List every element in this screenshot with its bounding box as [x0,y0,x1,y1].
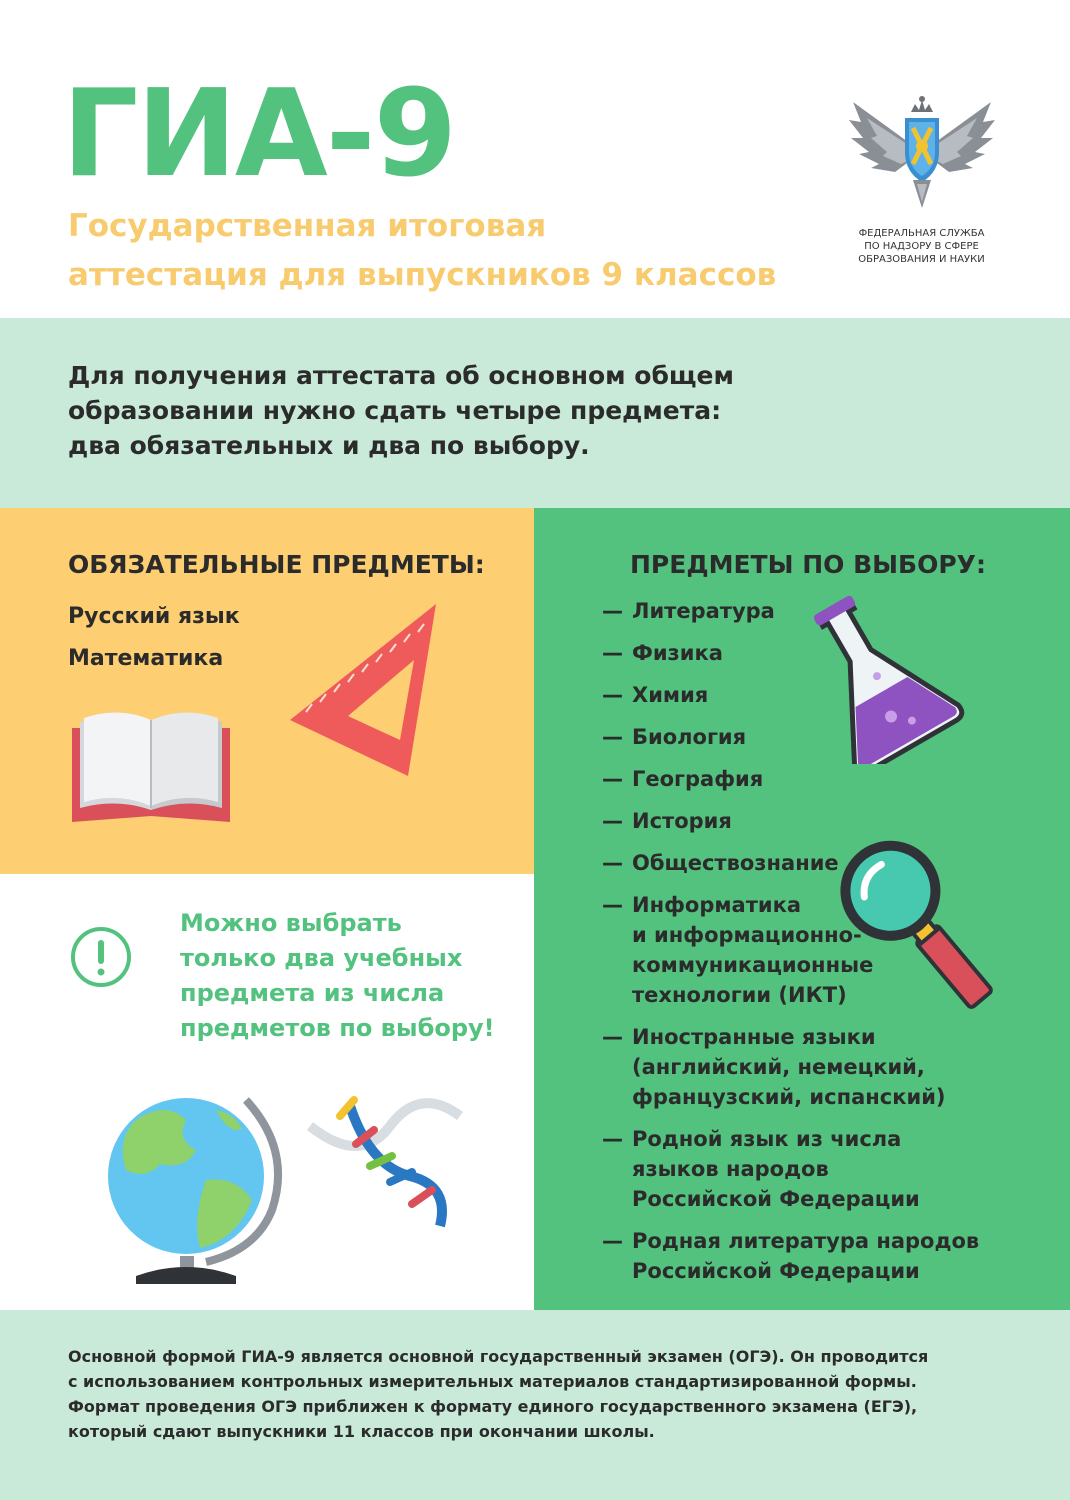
intro-section [0,318,1070,508]
list-item: — Обществознание [602,848,1022,878]
mandatory-list [68,596,240,680]
exclamation-icon [70,926,132,988]
list-item: — География [602,764,1022,794]
flask-icon [774,594,974,764]
footer-line: Формат проведения ОГЭ приближен к формату единого государственного экзамена (ЕГЭ), [68,1397,918,1416]
open-book-icon [66,698,236,830]
footer-text [68,1344,1008,1444]
mandatory-title: ОБЯЗАТЕЛЬНЫЕ ПРЕДМЕТЫ: [68,550,485,579]
elective-subjects-section [534,508,1070,1310]
footer-line: с использованием контрольных измерительных материалов стандартизированной формы. [68,1372,917,1391]
list-item: — Физика [602,638,1022,668]
list-item: Русский язык [68,604,240,629]
subtitle-line: Государственная итоговая [68,208,547,244]
list-item: — Иностранные языки (английский, немецкий, французский, испанский) [602,1022,1022,1112]
agency-line: ПО НАДЗОРУ В СФЕРЕ [864,241,979,252]
note-line: предмета из числа [180,979,445,1007]
page-subtitle [68,202,828,300]
intro-line: образовании нужно сдать четыре предмета: [68,396,722,425]
eagle-emblem-icon [843,92,1001,212]
list-item: Математика [68,646,224,671]
list-item: — Родной язык из числа языков народов Российской Федерации [602,1124,1022,1214]
list-item: — Химия [602,680,1022,710]
agency-line: ОБРАЗОВАНИЯ И НАУКИ [858,254,985,265]
agency-name [830,227,1013,266]
subtitle-line: аттестация для выпускников 9 классов [68,257,777,293]
note-text [180,906,520,1046]
intro-text [68,358,788,463]
elective-title: ПРЕДМЕТЫ ПО ВЫБОРУ: [630,550,986,579]
dna-icon [300,1086,470,1236]
intro-line: два обязательных и два по выбору. [68,431,590,460]
note-line: Можно выбрать [180,909,402,937]
globe-icon [96,1080,296,1290]
list-item: — Родная литература народов Российской Федерации [602,1226,1022,1286]
note-section [0,874,534,1310]
note-line: предметов по выбору! [180,1014,495,1042]
triangle-ruler-icon [286,600,452,780]
mandatory-subjects-section [0,508,534,874]
list-item: — Литература [602,596,1022,626]
note-line: только два учебных [180,944,463,972]
footer-line: Основной формой ГИА-9 является основной государственный экзамен (ОГЭ). Он проводится [68,1347,929,1366]
footer-section [0,1310,1070,1500]
page-title: ГИА-9 [62,65,456,204]
list-item: — Информатика и информационно- коммуникационные технологии (ИКТ) [602,890,1022,1010]
intro-line: Для получения аттестата об основном общем [68,361,734,390]
list-item: — История [602,806,1022,836]
header [0,0,1070,318]
footer-line: который сдают выпускники 11 классов при окончании школы. [68,1422,655,1441]
agency-line: ФЕДЕРАЛЬНАЯ СЛУЖБА [858,228,985,239]
list-item: — Биология [602,722,1022,752]
magnifier-icon [830,826,1010,1026]
